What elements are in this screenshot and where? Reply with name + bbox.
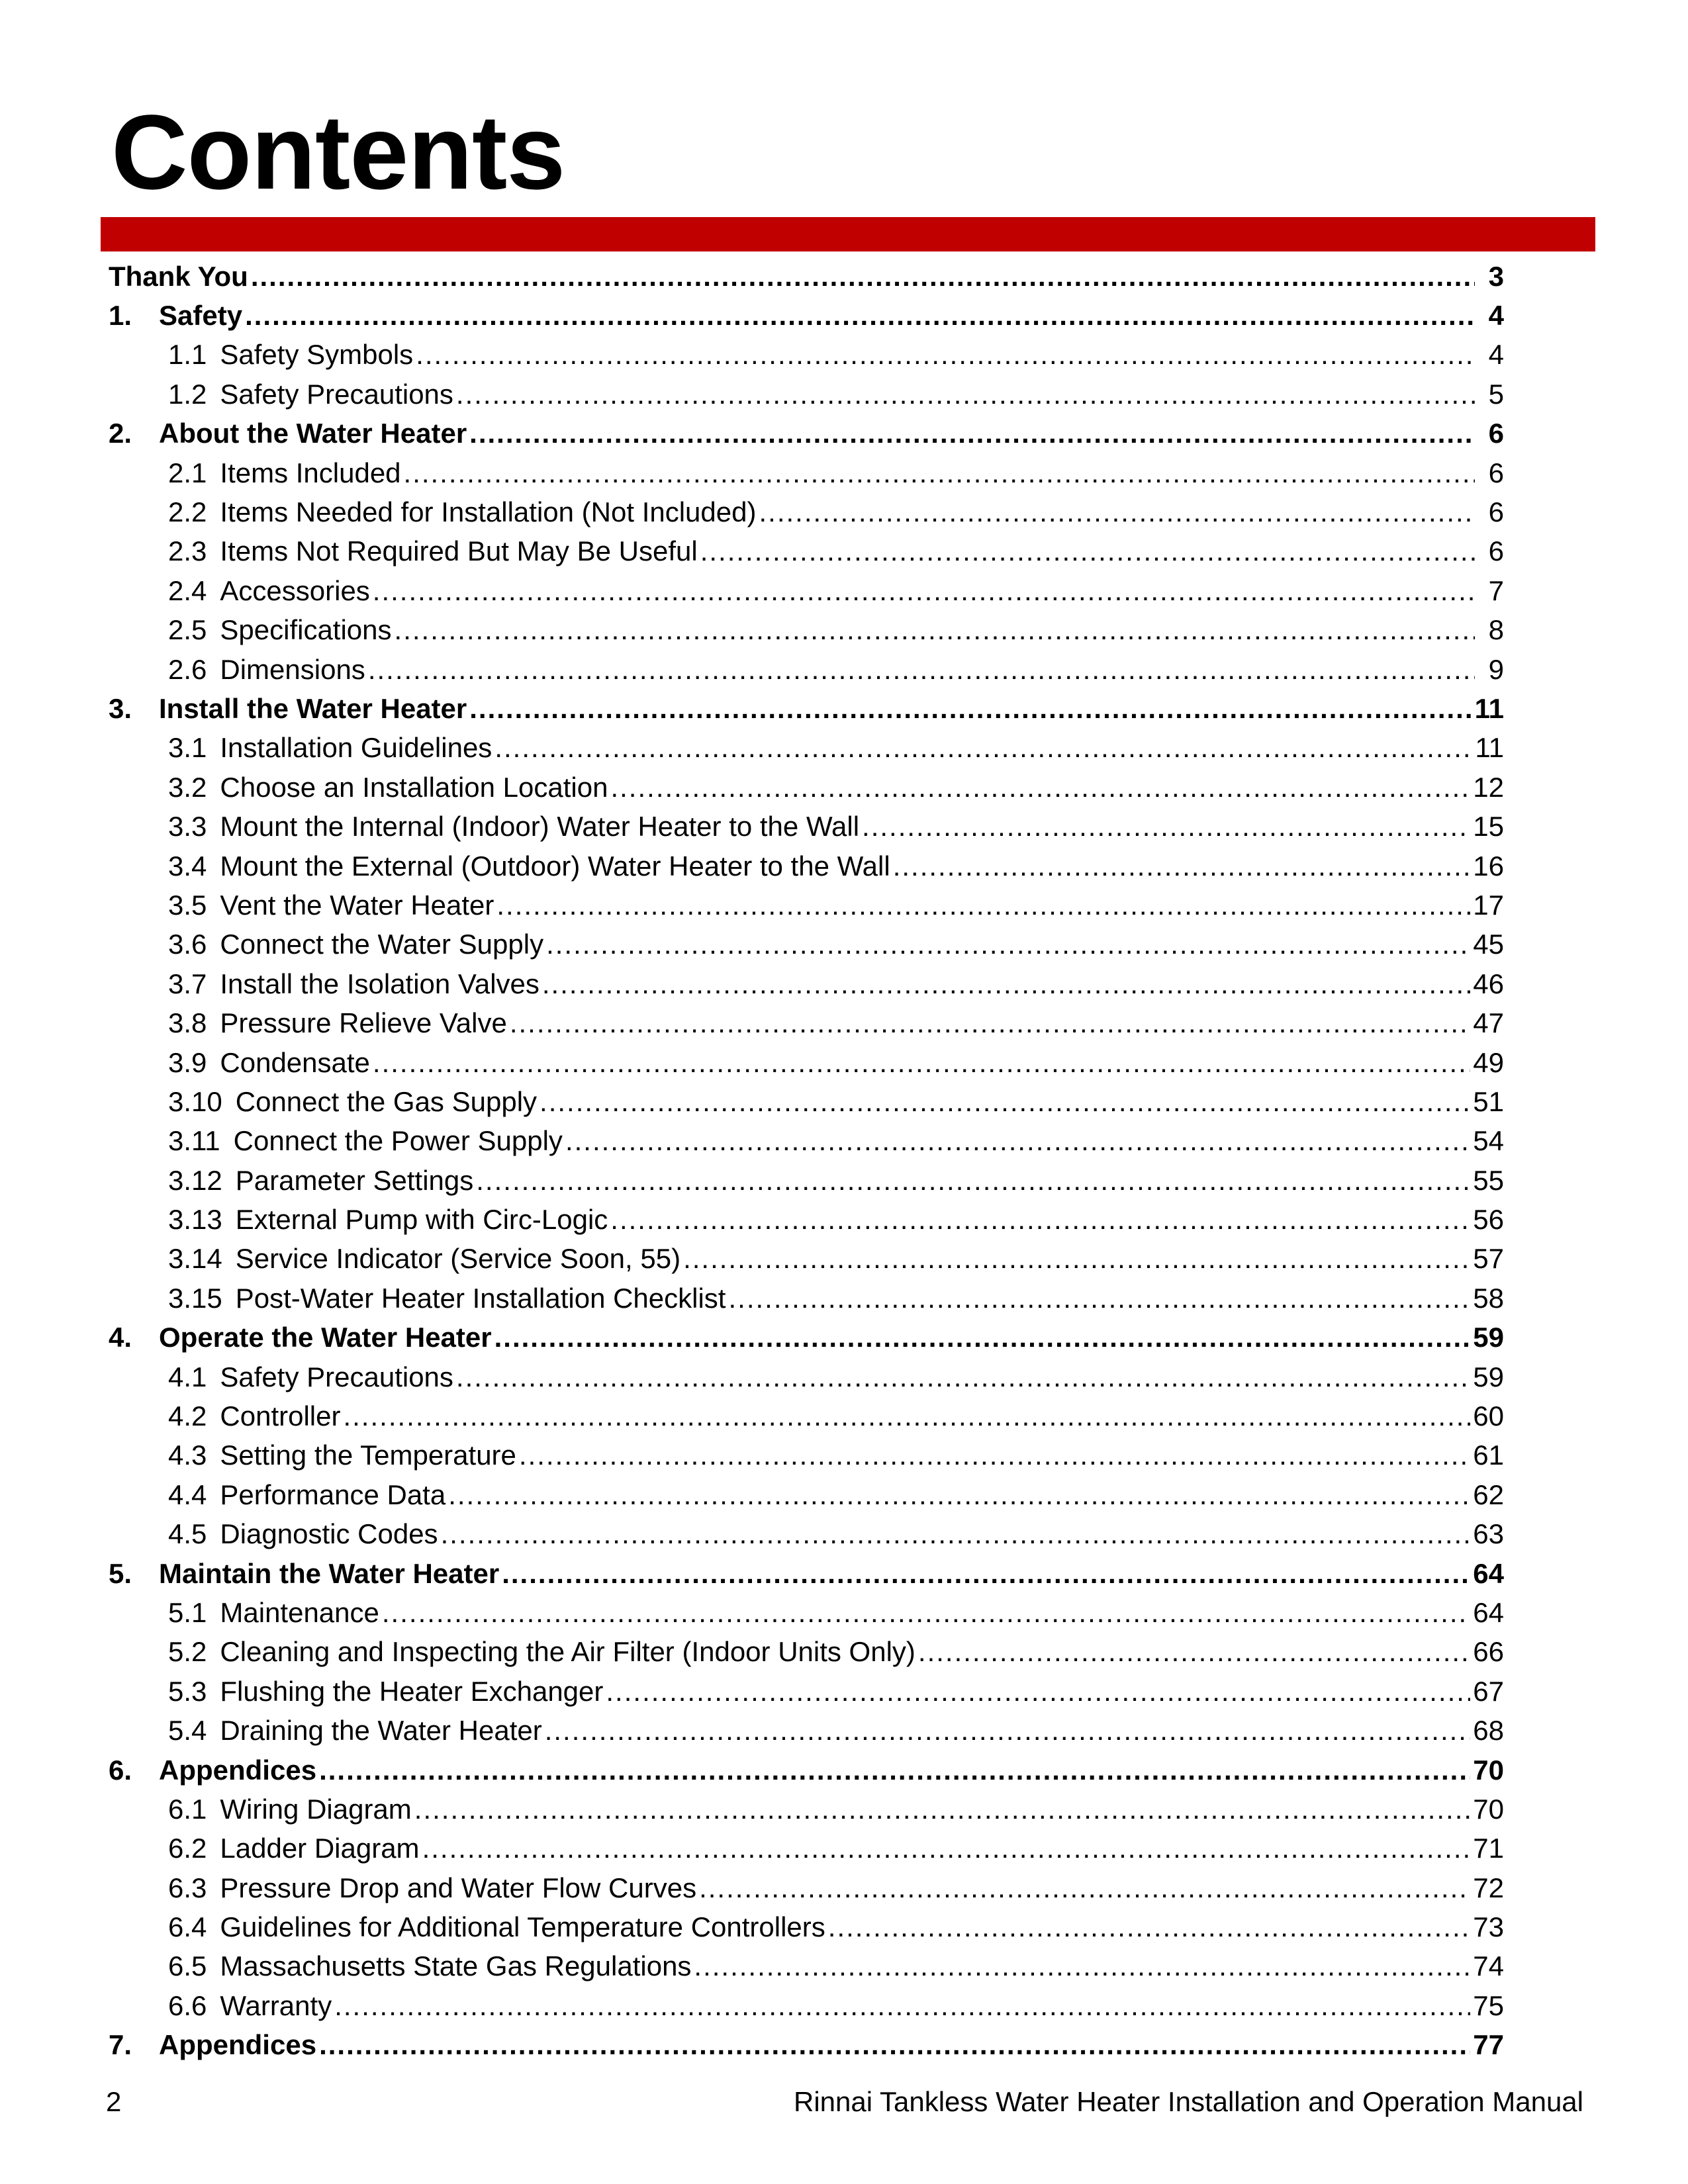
toc-entry-page: 17: [1473, 889, 1504, 921]
toc-section-entry[interactable]: [109, 1279, 1504, 1318]
toc-section-entry[interactable]: [109, 1593, 1504, 1632]
toc-entry-number: 3.10: [168, 1085, 222, 1117]
dot-leader: [334, 1990, 1470, 2022]
dot-leader: [893, 850, 1471, 882]
toc-section-entry[interactable]: [109, 1711, 1504, 1750]
toc-entry-page: 6: [1488, 535, 1504, 567]
toc-entry-number: 3.7: [168, 968, 207, 999]
toc-entry-number: 5.: [109, 1557, 132, 1589]
toc-section-entry[interactable]: [109, 1907, 1504, 1946]
toc-entry-label: Operate the Water Heater: [159, 1322, 492, 1353]
toc-entry-label: Safety: [159, 300, 243, 332]
toc-entry-page: 59: [1473, 1322, 1504, 1353]
toc-entry-label: Items Needed for Installation (Not Included): [220, 496, 757, 528]
toc-section-entry[interactable]: [109, 571, 1504, 610]
toc-entry-number: 1.: [109, 300, 132, 332]
toc-entry-number: 3.12: [168, 1164, 222, 1196]
toc-section-entry[interactable]: [109, 1515, 1504, 1554]
dot-leader: [373, 575, 1475, 607]
toc-entry-number: 5.4: [168, 1715, 207, 1747]
toc-entry-number: 3.14: [168, 1243, 222, 1275]
toc-entry-page: 77: [1473, 2029, 1504, 2061]
toc-section-entry[interactable]: [109, 532, 1504, 571]
toc-entry-label: Maintain the Water Heater: [159, 1557, 500, 1589]
toc-entry-number: 3.8: [168, 1007, 207, 1039]
toc-entry-page: 8: [1488, 614, 1504, 646]
table-of-contents: [109, 257, 1504, 2065]
toc-entry-page: 6: [1488, 418, 1504, 449]
toc-entry-page: 64: [1473, 1557, 1504, 1589]
toc-section-entry[interactable]: [109, 1790, 1504, 1829]
dot-leader: [545, 1715, 1471, 1747]
toc-entry-label: Connect the Power Supply: [233, 1125, 563, 1157]
toc-entry-number: 4.4: [168, 1479, 207, 1510]
dot-leader: [251, 261, 1475, 293]
dot-leader: [918, 1636, 1470, 1668]
toc-section-entry[interactable]: [109, 1396, 1504, 1435]
toc-entry-label: Specifications: [220, 614, 392, 646]
toc-entry-page: 7: [1488, 574, 1504, 606]
toc-entry-label: Draining the Water Heater: [220, 1715, 542, 1747]
toc-entry-page: 3: [1488, 260, 1504, 292]
toc-entry-page: 46: [1473, 968, 1504, 999]
dot-leader: [496, 889, 1470, 921]
dot-leader: [759, 496, 1475, 528]
toc-entry-page: 16: [1473, 850, 1504, 882]
toc-entry-page: 54: [1473, 1125, 1504, 1157]
toc-entry-number: 2.1: [168, 457, 207, 488]
toc-entry-number: 3.6: [168, 929, 207, 960]
toc-section-entry[interactable]: [109, 453, 1504, 492]
toc-entry-page: 4: [1488, 300, 1504, 332]
dot-leader: [245, 300, 1475, 332]
toc-section-entry[interactable]: [109, 964, 1504, 1003]
toc-entry-label: Service Indicator (Service Soon, 55): [235, 1243, 681, 1275]
toc-entry-number: 3.: [109, 692, 132, 724]
dot-leader: [606, 1676, 1470, 1707]
toc-entry-page: 6: [1488, 496, 1504, 528]
toc-entry-label: Parameter Settings: [235, 1164, 474, 1196]
dot-leader: [700, 535, 1475, 567]
toc-section-entry[interactable]: [109, 1043, 1504, 1082]
toc-entry-number: 7.: [109, 2029, 132, 2061]
toc-entry-number: 6.3: [168, 1872, 207, 1903]
dot-leader: [683, 1243, 1470, 1275]
toc-entry-label: Thank You: [109, 260, 248, 292]
toc-entry-number: 4.5: [168, 1518, 207, 1550]
dot-leader: [456, 1361, 1470, 1393]
toc-entry-page: 75: [1473, 1989, 1504, 2021]
toc-entry-label: Ladder Diagram: [220, 1833, 420, 1864]
toc-entry-number: 2.3: [168, 535, 207, 567]
toc-entry-page: 68: [1473, 1715, 1504, 1747]
toc-entry-number: 2.: [109, 418, 132, 449]
toc-entry-label: Appendices: [159, 2029, 317, 2061]
toc-entry-number: 4.3: [168, 1439, 207, 1471]
toc-entry-label: Items Included: [220, 457, 401, 488]
dot-leader: [469, 418, 1475, 449]
toc-entry-label: Dimensions: [220, 653, 365, 685]
title-rule: [101, 217, 1595, 251]
toc-entry-page: 11: [1475, 732, 1504, 764]
dot-leader: [610, 1204, 1470, 1236]
dot-leader: [368, 654, 1475, 686]
toc-section-entry[interactable]: [109, 650, 1504, 689]
toc-entry-number: 5.3: [168, 1675, 207, 1707]
toc-entry-page: 70: [1473, 1754, 1504, 1786]
toc-section-entry[interactable]: [109, 611, 1504, 650]
toc-entry-label: Mount the External (Outdoor) Water Heater to the Wall: [220, 850, 890, 882]
dot-leader: [319, 2029, 1470, 2061]
toc-section-entry[interactable]: [109, 807, 1504, 846]
toc-entry-number: 6.6: [168, 1989, 207, 2021]
toc-entry-label: Diagnostic Codes: [220, 1518, 438, 1550]
toc-entry-number: 6.: [109, 1754, 132, 1786]
dot-leader: [395, 614, 1475, 646]
dot-leader: [828, 1911, 1471, 1943]
toc-entry-number: 2.6: [168, 653, 207, 685]
toc-entry-page: 11: [1474, 692, 1504, 724]
toc-entry-number: 5.2: [168, 1636, 207, 1668]
toc-entry-label: Wiring Diagram: [220, 1793, 412, 1825]
toc-entry-page: 64: [1473, 1596, 1504, 1628]
toc-entry-number: 3.3: [168, 811, 207, 842]
toc-chapter-entry[interactable]: [109, 689, 1504, 728]
toc-entry-page: 74: [1473, 1950, 1504, 1982]
toc-entry-number: 3.5: [168, 889, 207, 921]
toc-section-entry[interactable]: [109, 846, 1504, 886]
dot-leader: [404, 457, 1475, 489]
toc-entry-number: 3.11: [168, 1125, 220, 1157]
toc-entry-number: 4.2: [168, 1400, 207, 1432]
toc-entry-page: 9: [1488, 653, 1504, 685]
toc-entry-page: 60: [1473, 1400, 1504, 1432]
toc-entry-number: 6.5: [168, 1950, 207, 1982]
toc-section-entry[interactable]: [109, 1003, 1504, 1042]
footer-page-number: 2: [106, 2086, 122, 2117]
toc-entry-label: Flushing the Heater Exchanger: [220, 1675, 604, 1707]
toc-entry-label: Controller: [220, 1400, 341, 1432]
toc-entry-label: Condensate: [220, 1046, 370, 1078]
toc-entry-label: Items Not Required But May Be Useful: [220, 535, 698, 567]
toc-entry-page: 63: [1473, 1518, 1504, 1550]
toc-entry-number: 6.4: [168, 1911, 207, 1943]
toc-entry-label: Performance Data: [220, 1479, 446, 1510]
toc-chapter-entry[interactable]: [109, 257, 1504, 296]
toc-section-entry[interactable]: [109, 925, 1504, 964]
toc-entry-label: About the Water Heater: [159, 418, 467, 449]
toc-entry-number: 3.13: [168, 1204, 222, 1236]
dot-leader: [456, 379, 1475, 410]
dot-leader: [610, 772, 1470, 803]
toc-entry-page: 6: [1488, 457, 1504, 488]
toc-section-entry[interactable]: [109, 336, 1504, 375]
toc-section-entry[interactable]: [109, 886, 1504, 925]
toc-entry-number: 5.1: [168, 1596, 207, 1628]
toc-entry-number: 2.2: [168, 496, 207, 528]
toc-section-entry[interactable]: [109, 768, 1504, 807]
toc-entry-page: 66: [1473, 1636, 1504, 1668]
toc-entry-label: Safety Precautions: [220, 1361, 453, 1392]
dot-leader: [502, 1558, 1470, 1590]
toc-section-entry[interactable]: [109, 1122, 1504, 1161]
dot-leader: [422, 1833, 1471, 1864]
toc-section-entry[interactable]: [109, 1357, 1504, 1396]
dot-leader: [469, 693, 1472, 725]
toc-entry-label: Post-Water Heater Installation Checklist: [235, 1282, 726, 1314]
toc-entry-label: Connect the Gas Supply: [235, 1085, 538, 1117]
toc-entry-label: Setting the Temperature: [220, 1439, 516, 1471]
toc-entry-number: 4.: [109, 1322, 132, 1353]
dot-leader: [546, 929, 1470, 960]
toc-section-entry[interactable]: [109, 1240, 1504, 1279]
toc-entry-page: 56: [1473, 1204, 1504, 1236]
dot-leader: [382, 1597, 1470, 1629]
dot-leader: [494, 732, 1472, 764]
toc-entry-label: Safety Symbols: [220, 339, 414, 371]
dot-leader: [694, 1950, 1470, 1982]
toc-entry-label: Accessories: [220, 574, 370, 606]
toc-chapter-entry[interactable]: [109, 1554, 1504, 1593]
dot-leader: [565, 1125, 1470, 1157]
toc-entry-label: External Pump with Circ-Logic: [235, 1204, 608, 1236]
dot-leader: [510, 1007, 1470, 1039]
toc-entry-page: 72: [1473, 1872, 1504, 1903]
toc-section-entry[interactable]: [109, 1947, 1504, 1986]
toc-section-entry[interactable]: [109, 1436, 1504, 1475]
toc-entry-label: Choose an Installation Location: [220, 771, 608, 803]
toc-entry-page: 59: [1473, 1361, 1504, 1392]
toc-entry-label: Appendices: [159, 1754, 317, 1786]
dot-leader: [373, 1047, 1470, 1079]
toc-section-entry[interactable]: [109, 1986, 1504, 2025]
toc-section-entry[interactable]: [109, 375, 1504, 414]
toc-entry-page: 57: [1473, 1243, 1504, 1275]
dot-leader: [728, 1283, 1470, 1314]
dot-leader: [416, 339, 1475, 371]
toc-chapter-entry[interactable]: [109, 2026, 1504, 2065]
toc-entry-label: Pressure Relieve Valve: [220, 1007, 507, 1039]
dot-leader: [519, 1439, 1470, 1471]
toc-entry-label: Installation Guidelines: [220, 732, 492, 764]
toc-chapter-entry[interactable]: [109, 414, 1504, 453]
dot-leader: [539, 1086, 1470, 1118]
toc-entry-page: 58: [1473, 1282, 1504, 1314]
toc-entry-number: 3.9: [168, 1046, 207, 1078]
toc-entry-page: 47: [1473, 1007, 1504, 1039]
toc-section-entry[interactable]: [109, 1829, 1504, 1868]
toc-entry-label: Mount the Internal (Indoor) Water Heater to the Wall: [220, 811, 860, 842]
toc-chapter-entry[interactable]: [109, 1318, 1504, 1357]
toc-entry-page: 4: [1488, 339, 1504, 371]
toc-entry-page: 12: [1473, 771, 1504, 803]
toc-entry-page: 62: [1473, 1479, 1504, 1510]
toc-entry-number: 2.4: [168, 574, 207, 606]
toc-entry-page: 67: [1473, 1675, 1504, 1707]
toc-section-entry[interactable]: [109, 1475, 1504, 1514]
toc-chapter-entry[interactable]: [109, 296, 1504, 335]
toc-section-entry[interactable]: [109, 1200, 1504, 1239]
toc-entry-number: 3.15: [168, 1282, 222, 1314]
toc-entry-page: 73: [1473, 1911, 1504, 1943]
dot-leader: [699, 1872, 1470, 1904]
toc-entry-page: 15: [1473, 811, 1504, 842]
toc-entry-label: Cleaning and Inspecting the Air Filter (Indoor Units Only): [220, 1636, 915, 1668]
toc-entry-page: 49: [1473, 1046, 1504, 1078]
toc-section-entry[interactable]: [109, 1633, 1504, 1672]
toc-entry-page: 55: [1473, 1164, 1504, 1196]
toc-entry-label: Maintenance: [220, 1596, 379, 1628]
toc-entry-page: 51: [1473, 1085, 1504, 1117]
dot-leader: [448, 1479, 1470, 1511]
toc-entry-number: 4.1: [168, 1361, 207, 1392]
toc-entry-label: Vent the Water Heater: [220, 889, 494, 921]
toc-chapter-entry[interactable]: [109, 1751, 1504, 1790]
toc-entry-number: 1.1: [168, 339, 207, 371]
toc-entry-number: 6.2: [168, 1833, 207, 1864]
dot-leader: [542, 968, 1470, 1000]
toc-entry-number: 6.1: [168, 1793, 207, 1825]
page-title: Contents: [111, 93, 565, 211]
toc-entry-page: 61: [1473, 1439, 1504, 1471]
dot-leader: [441, 1518, 1471, 1550]
toc-entry-label: Safety Precautions: [220, 378, 453, 410]
toc-section-entry[interactable]: [109, 1082, 1504, 1121]
toc-entry-page: 5: [1488, 378, 1504, 410]
toc-entry-label: Install the Water Heater: [159, 692, 467, 724]
toc-entry-number: 3.4: [168, 850, 207, 882]
dot-leader: [494, 1322, 1471, 1353]
dot-leader: [343, 1400, 1470, 1432]
toc-section-entry[interactable]: [109, 1161, 1504, 1200]
toc-entry-number: 3.1: [168, 732, 207, 764]
toc-entry-number: 2.5: [168, 614, 207, 646]
dot-leader: [862, 811, 1470, 842]
toc-entry-label: Connect the Water Supply: [220, 929, 544, 960]
toc-section-entry[interactable]: [109, 492, 1504, 531]
footer-document-title: Rinnai Tankless Water Heater Installation and Operation Manual: [794, 2086, 1583, 2117]
toc-entry-label: Warranty: [220, 1989, 332, 2021]
toc-entry-label: Massachusetts State Gas Regulations: [220, 1950, 692, 1982]
toc-section-entry[interactable]: [109, 1672, 1504, 1711]
toc-entry-number: 3.2: [168, 771, 207, 803]
toc-entry-page: 45: [1473, 929, 1504, 960]
toc-section-entry[interactable]: [109, 1868, 1504, 1907]
dot-leader: [414, 1794, 1471, 1825]
toc-section-entry[interactable]: [109, 729, 1504, 768]
toc-entry-page: 70: [1473, 1793, 1504, 1825]
dot-leader: [476, 1165, 1470, 1197]
dot-leader: [319, 1754, 1470, 1786]
toc-entry-label: Pressure Drop and Water Flow Curves: [220, 1872, 697, 1903]
toc-entry-number: 1.2: [168, 378, 207, 410]
toc-entry-label: Install the Isolation Valves: [220, 968, 539, 999]
toc-entry-page: 71: [1473, 1833, 1504, 1864]
toc-entry-label: Guidelines for Additional Temperature Controllers: [220, 1911, 825, 1943]
